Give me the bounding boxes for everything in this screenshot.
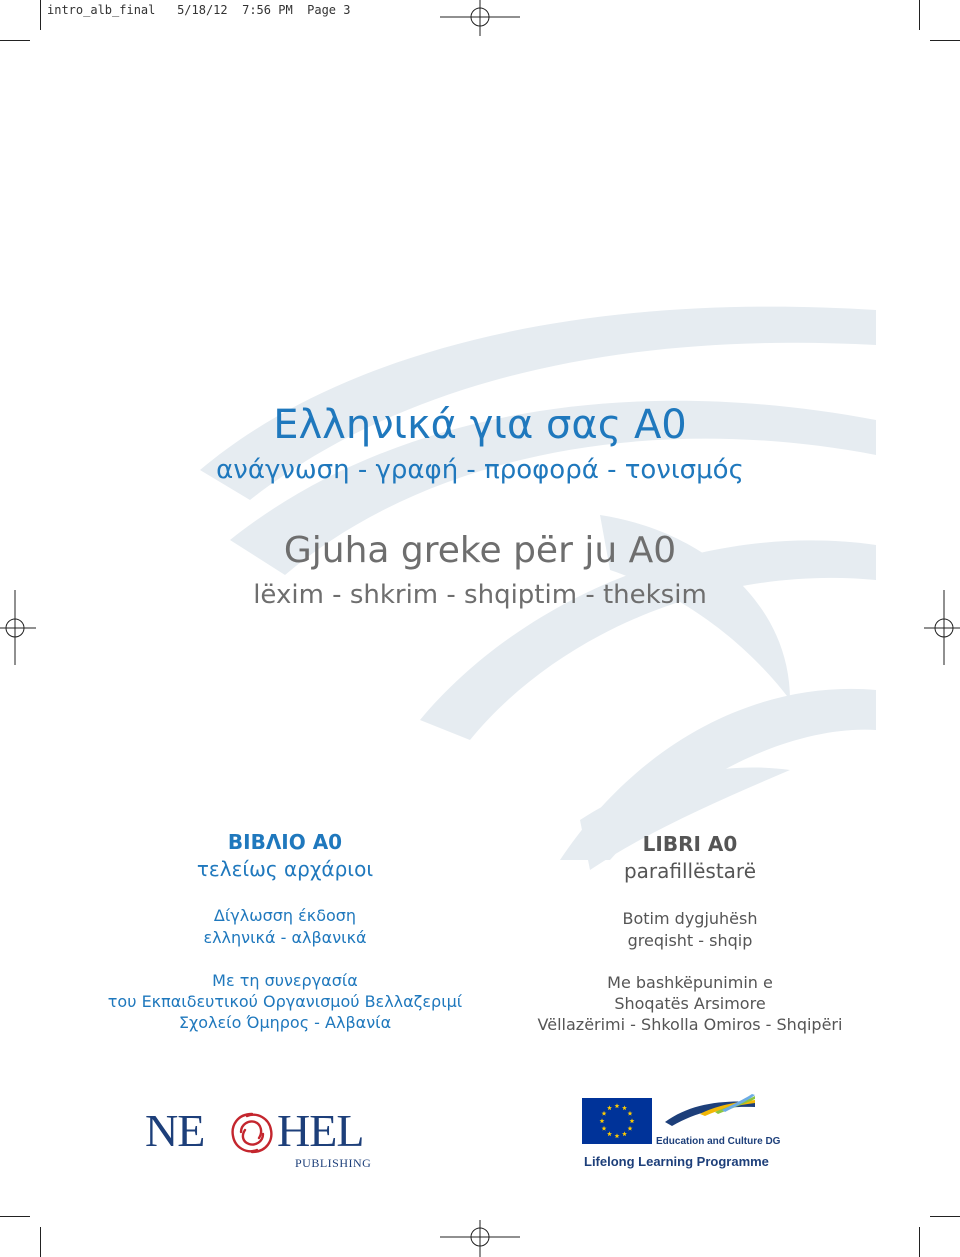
neohel-logo-swirl-icon — [227, 1110, 277, 1156]
greek-collab-line-2: του Εκπαιδευτικού Οργανισμού Βελλαζεριμί — [107, 992, 463, 1011]
albanian-subtitle: lëxim - shkrim - shqiptim - theksim — [253, 580, 707, 610]
neohel-logo-left-text: NE — [145, 1105, 205, 1156]
greek-edition-line-1: Δίγλωσση έκδοση — [213, 906, 357, 925]
eu-dg-label: Education and Culture DG — [656, 1136, 781, 1147]
greek-collab-line-1: Με τη συνεργασία — [212, 971, 358, 990]
greek-subtitle: ανάγνωση - γραφή - προφορά - τονισμός — [216, 455, 744, 485]
eu-swoosh-icon — [660, 1092, 760, 1132]
greek-level: τελείως αρχάριοι — [196, 857, 374, 881]
greek-book-label: ΒΙΒΛΙΟ Α0 — [227, 830, 343, 854]
albanian-book-label: LIBRI A0 — [642, 832, 738, 856]
slug-time: 7:56 PM — [242, 3, 293, 17]
neohel-publishing-tag: PUBLISHING — [295, 1156, 372, 1170]
slug-date: 5/18/12 — [177, 3, 228, 17]
greek-edition-line-2: ελληνικά - αλβανικά — [203, 928, 367, 947]
greek-title: Ελληνικά για σας Α0 — [273, 402, 687, 448]
eu-lifelong-learning-logo — [582, 1092, 782, 1176]
albanian-collab-line-1: Me bashkëpunimin e — [607, 973, 773, 992]
greek-collab-line-3: Σχολείο Όμηρος - Αλβανία — [178, 1013, 392, 1032]
eu-programme-label: Lifelong Learning Programme — [584, 1154, 769, 1169]
albanian-edition-line-1: Botim dygjuhësh — [622, 909, 758, 928]
eu-flag-icon — [582, 1098, 652, 1144]
neohel-logo-right-text: HEL — [277, 1105, 364, 1156]
albanian-collab-line-2: Shoqatës Arsimore — [614, 994, 766, 1013]
albanian-edition-line-2: greqisht - shqip — [627, 931, 753, 950]
neohel-publishing-logo — [145, 1105, 395, 1170]
albanian-title: Gjuha greke për ju A0 — [283, 530, 677, 571]
slug-page: Page 3 — [307, 3, 351, 17]
albanian-level: parafillëstarë — [623, 859, 757, 883]
slug-filename: intro_alb_final — [47, 3, 156, 17]
albanian-collab-line-3: Vëllazërimi - Shkolla Omiros - Shqipëri — [537, 1015, 843, 1034]
